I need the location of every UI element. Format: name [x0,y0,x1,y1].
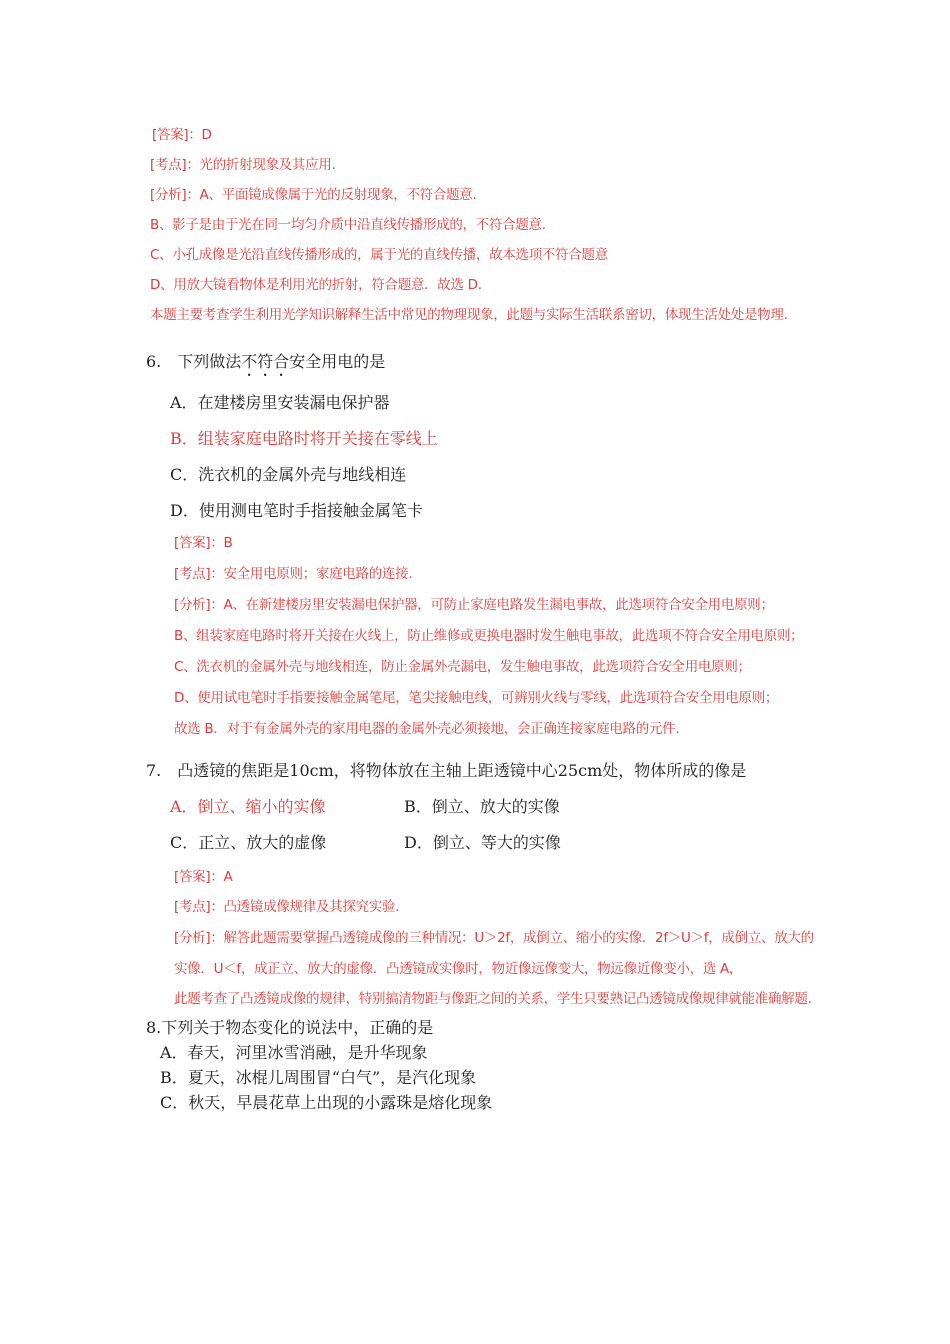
question-6-stem-prefix: 6. 下列做法 [146,352,242,371]
question-6-option-a: A．在建楼房里安装漏电保护器 [170,393,390,412]
question-8-option-a: A．春天，河里冰雪消融，是升华现象 [160,1043,428,1062]
analysis-6-summary: 故选 B．对于有金属外壳的家用电器的金属外壳必须接地，会正确连接家庭电路的元件. [174,721,680,737]
analysis-7-summary: 此题考查了凸透镜成像的规律，特别搞清物距与像距之间的关系，学生只要熟记凸透镜成像规律就能准确解题. [174,991,812,1007]
analysis-6-line-4: D、使用试电笔时手指要接触金属笔尾，笔尖接触电线，可辨别火线与零线，此选项符合安全用电原则； [174,690,779,706]
question-7-stem: 7. 凸透镜的焦距是10cm，将物体放在主轴上距透镜中心25cm处，物体所成的像是 [146,761,747,780]
analysis-6-line-2: B、组装家庭电路时将开关接在火线上，防止维修或更换电器时发生触电事故，此选项不符合安全用电原则； [174,628,804,644]
analysis-5-line-3: C、小孔成像是光沿直线传播形成的，属于光的直线传播，故本选项不符合题意 [150,247,608,263]
question-6-option-c: C．洗衣机的金属外壳与地线相连 [170,465,407,484]
analysis-6-line-3: C、洗衣机的金属外壳与地线相连，防止金属外壳漏电，发生触电事故，此选项符合安全用电原则； [174,659,751,675]
kaodian-5: [考点]：光的折射现象及其应用. [150,157,336,173]
analysis-7-line-1: [分析]：解答此题需要掌握凸透镜成像的三种情况：U＞2f，成倒立、缩小的实像．2f＞U＞f，成倒立、放大的 [174,930,814,946]
question-7-option-c: C．正立、放大的虚像 [170,833,327,852]
answer-5: [答案]：D [152,127,212,143]
answer-7: [答案]：A [174,869,233,885]
answer-6: [答案]：B [174,535,233,551]
analysis-5-line-1: [分析]：A、平面镜成像属于光的反射现象，不符合题意. [150,187,477,203]
analysis-7-line-2: 实像．U＜f，成正立、放大的虚像．凸透镜成实像时，物近像远像变大，物远像近像变小，选 A， [174,961,743,977]
question-7-option-a: A．倒立、缩小的实像 [170,797,326,816]
question-7-option-b: B．倒立、放大的实像 [404,797,560,816]
question-6-stem-emphasis: 不符合 [241,352,290,371]
question-8-stem: 8.下列关于物态变化的说法中，正确的是 [146,1018,434,1037]
kaodian-6: [考点]：安全用电原则；家庭电路的连接. [174,566,413,582]
question-6-option-b: B．组装家庭电路时将开关接在零线上 [170,429,438,448]
question-6-stem-suffix: 安全用电的是 [289,352,386,371]
analysis-6-line-1: [分析]：A、在新建楼房里安装漏电保护器，可防止家庭电路发生漏电事故，此选项符合安全用电原则； [174,597,774,613]
question-6-option-d: D．使用测电笔时手指接触金属笔卡 [170,501,423,520]
question-8-option-b: B．夏天，冰棍儿周围冒“白气”，是汽化现象 [160,1068,477,1087]
analysis-5-line-2: B、影子是由于光在同一均匀介质中沿直线传播形成的，不符合题意. [150,217,546,233]
kaodian-7: [考点]：凸透镜成像规律及其探究实验. [174,899,400,915]
question-7-option-d: D．倒立、等大的实像 [404,833,561,852]
analysis-5-line-4: D、用放大镜看物体是利用光的折射，符合题意．故选 D. [150,277,482,293]
analysis-5-summary: 本题主要考查学生利用光学知识解释生活中常见的物理现象，此题与实际生活联系密切，体现生活处处是物理. [150,307,788,323]
question-6-stem [146,349,385,380]
question-8-option-c: C．秋天，早晨花草上出现的小露珠是熔化现象 [160,1093,493,1112]
